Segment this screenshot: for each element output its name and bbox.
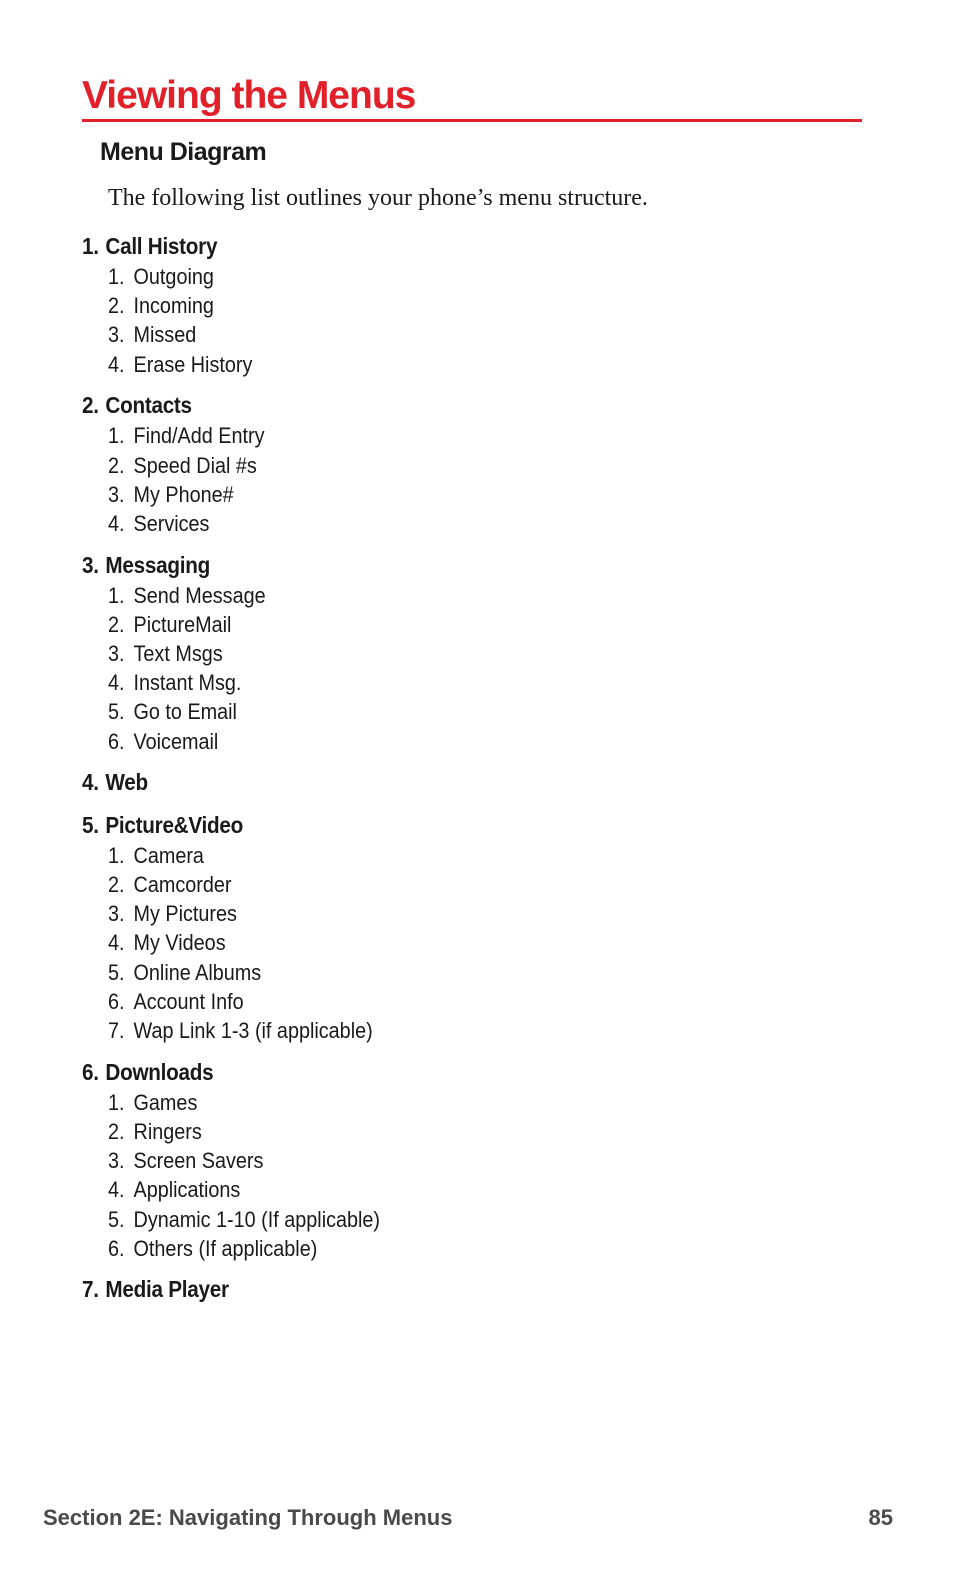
page-footer <box>43 1502 893 1534</box>
menu-item-heading <box>82 549 784 581</box>
submenu-item-label: Send Message <box>133 582 266 608</box>
submenu-item <box>108 639 772 668</box>
footer-section-title: Section 2E: Navigating Through Menus <box>43 1505 453 1530</box>
submenu-item-label: Account Info <box>133 988 244 1014</box>
submenu-item-label: Missed <box>133 322 197 348</box>
submenu-item-number: 3. <box>108 322 125 348</box>
menu-item-heading <box>82 230 784 262</box>
submenu-item-number: 4. <box>108 351 125 377</box>
menu-item-heading <box>82 809 784 841</box>
submenu-item-label: Camera <box>133 842 204 868</box>
submenu-item-number: 3. <box>108 481 125 507</box>
submenu-list <box>82 581 862 756</box>
submenu-item <box>108 841 772 870</box>
submenu-item-number: 5. <box>108 959 125 985</box>
submenu-item-label: Outgoing <box>133 264 214 289</box>
menu-item <box>82 766 862 798</box>
submenu-item-label: Games <box>133 1089 198 1115</box>
submenu-item-number: 1. <box>108 423 125 449</box>
submenu-item <box>108 697 772 726</box>
submenu-list <box>82 1088 862 1263</box>
submenu-item-label: Go to Email <box>133 699 237 725</box>
submenu-item <box>108 262 772 291</box>
menu-item-label: Messaging <box>105 551 210 578</box>
submenu-item <box>108 1146 772 1175</box>
submenu-item-label: Others (If applicable) <box>133 1235 318 1261</box>
submenu-item-label: My Pictures <box>133 901 237 927</box>
submenu-item-number: 1. <box>108 264 125 289</box>
submenu-item-label: Voicemail <box>133 728 219 754</box>
menu-item <box>82 230 862 379</box>
menu-item-heading <box>82 766 784 798</box>
page-title: Viewing the Menus <box>82 74 416 117</box>
submenu-item-label: My Phone# <box>133 481 234 507</box>
menu-item-label: Web <box>105 769 148 796</box>
menu-item-label: Picture&Video <box>105 811 244 838</box>
submenu-item-number: 6. <box>108 1235 125 1261</box>
submenu-item <box>108 480 772 509</box>
submenu-item <box>108 320 772 349</box>
submenu-item-label: Camcorder <box>133 872 232 898</box>
submenu-list <box>82 421 862 538</box>
submenu-item-number: 3. <box>108 1148 125 1174</box>
submenu-item-label: PictureMail <box>133 611 232 637</box>
submenu-item-label: Ringers <box>133 1118 202 1144</box>
submenu-item-number: 1. <box>108 1089 125 1115</box>
submenu-item <box>108 727 772 756</box>
submenu-item <box>108 451 772 480</box>
submenu-item-label: Screen Savers <box>133 1148 264 1174</box>
submenu-item-number: 5. <box>108 699 125 725</box>
submenu-item <box>108 291 772 320</box>
submenu-item-label: My Videos <box>133 930 226 956</box>
page-number: 85 <box>868 1505 893 1530</box>
submenu-item-number: 4. <box>108 670 125 696</box>
submenu-item-number: 4. <box>108 1177 125 1203</box>
menu-item-number: 7. <box>82 1276 99 1303</box>
submenu-item-label: Applications <box>133 1177 241 1203</box>
submenu-list <box>82 262 862 379</box>
submenu-item-label: Instant Msg. <box>133 670 242 696</box>
submenu-item-label: Incoming <box>133 293 214 319</box>
submenu-item <box>108 1175 772 1204</box>
menu-item <box>82 1273 862 1305</box>
submenu-item <box>108 1016 772 1045</box>
menu-item-heading <box>82 389 784 421</box>
menu-diagram <box>82 230 862 1316</box>
submenu-item-label: Dynamic 1-10 (If applicable) <box>133 1206 381 1232</box>
submenu-item-number: 2. <box>108 452 125 478</box>
menu-item-number: 1. <box>82 233 99 259</box>
submenu-item <box>108 958 772 987</box>
submenu-item <box>108 1117 772 1146</box>
intro-text: The following list outlines your phone’s menu structure. <box>108 185 648 211</box>
submenu-item-label: Wap Link 1-3 (if applicable) <box>133 1018 373 1044</box>
menu-item-label: Call History <box>105 233 218 259</box>
menu-item-heading <box>82 1056 784 1088</box>
submenu-item <box>108 870 772 899</box>
menu-item-number: 5. <box>82 811 99 838</box>
submenu-item-number: 3. <box>108 901 125 927</box>
submenu-item <box>108 987 772 1016</box>
submenu-item-label: Find/Add Entry <box>133 423 265 449</box>
submenu-item-label: Text Msgs <box>133 641 223 667</box>
submenu-item-label: Erase History <box>133 351 253 377</box>
menu-item <box>82 389 862 538</box>
submenu-item <box>108 350 772 379</box>
menu-item-number: 2. <box>82 392 99 419</box>
submenu-item-number: 6. <box>108 728 125 754</box>
submenu-item-label: Online Albums <box>133 959 262 985</box>
submenu-item-label: Services <box>133 510 210 536</box>
section-heading: Menu Diagram <box>100 138 267 166</box>
submenu-item <box>108 668 772 697</box>
submenu-item <box>108 899 772 928</box>
submenu-item-number: 4. <box>108 510 125 536</box>
submenu-item-number: 2. <box>108 1118 125 1144</box>
submenu-item-label: Speed Dial #s <box>133 452 257 478</box>
submenu-item <box>108 1205 772 1234</box>
menu-item-label: Media Player <box>105 1276 229 1303</box>
submenu-item-number: 1. <box>108 582 125 608</box>
submenu-item-number: 2. <box>108 611 125 637</box>
menu-item <box>82 1056 862 1263</box>
submenu-item-number: 6. <box>108 988 125 1014</box>
submenu-item <box>108 1234 772 1263</box>
submenu-item-number: 4. <box>108 930 125 956</box>
submenu-item <box>108 509 772 538</box>
menu-item-number: 6. <box>82 1058 99 1085</box>
menu-item <box>82 549 862 756</box>
submenu-list <box>82 841 862 1045</box>
submenu-item <box>108 1088 772 1117</box>
menu-item-label: Contacts <box>105 392 192 419</box>
submenu-item-number: 2. <box>108 293 125 319</box>
submenu-item <box>108 581 772 610</box>
submenu-item <box>108 421 772 450</box>
menu-item-heading <box>82 1273 784 1305</box>
submenu-item-number: 2. <box>108 872 125 898</box>
submenu-item-number: 5. <box>108 1206 125 1232</box>
submenu-item <box>108 610 772 639</box>
submenu-item-number: 3. <box>108 641 125 667</box>
submenu-item-number: 1. <box>108 842 125 868</box>
menu-item-number: 4. <box>82 769 99 796</box>
submenu-item-number: 7. <box>108 1018 125 1044</box>
menu-item <box>82 809 862 1045</box>
menu-item-label: Downloads <box>105 1058 214 1085</box>
submenu-item <box>108 928 772 957</box>
menu-item-number: 3. <box>82 551 99 578</box>
title-rule <box>82 119 862 122</box>
